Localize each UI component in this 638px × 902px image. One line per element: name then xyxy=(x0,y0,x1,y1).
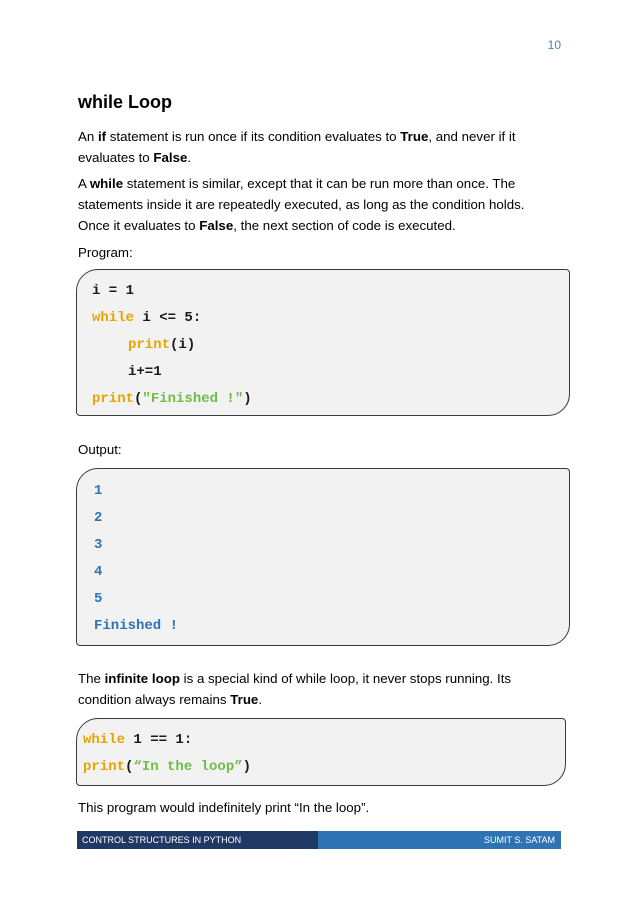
footer-chapter: CONTROL STRUCTURES IN PYTHON xyxy=(77,831,318,849)
section-title: while Loop xyxy=(78,92,172,112)
program-code-box xyxy=(76,269,570,416)
intro-paragraph-while: A while statement is similar, except that it can be run more than once. The statements inside it are repeatedly executed, as long as the condition holds. Once it evaluates to False, the next section of code is executed. xyxy=(78,176,525,233)
infinite-code-box xyxy=(76,718,566,786)
output-line: 4 xyxy=(94,564,103,580)
infinite-code-line-2: print(“In the loop”) xyxy=(83,759,252,775)
page-footer xyxy=(77,831,561,849)
output-line: 5 xyxy=(94,591,103,607)
output-line: Finished ! xyxy=(94,618,179,634)
output-line: 2 xyxy=(94,510,103,526)
page-number: 10 xyxy=(547,38,561,52)
output-box xyxy=(76,468,570,646)
code-line-2: while i <= 5: xyxy=(92,310,202,326)
output-label: Output: xyxy=(78,442,122,457)
program-label: Program: xyxy=(78,245,133,260)
intro-paragraph-if: An if statement is run once if its condition evaluates to True, and never if it evaluates to False. xyxy=(78,129,516,165)
infinite-code-line-1: while 1 == 1: xyxy=(83,732,193,748)
output-line: 3 xyxy=(94,537,103,553)
code-line-3: print(i) xyxy=(128,337,196,353)
output-line: 1 xyxy=(94,483,103,499)
footer-author: SUMIT S. SATAM xyxy=(318,831,561,849)
infinite-loop-paragraph: The infinite loop is a special kind of while loop, it never stops running. Its condition always remains True. xyxy=(78,671,512,707)
code-line-5: print("Finished !") xyxy=(92,391,252,407)
code-line-4: i+=1 xyxy=(128,364,162,380)
code-line-1: i = 1 xyxy=(92,283,135,299)
closing-paragraph: This program would indefinitely print “In the loop”. xyxy=(78,800,370,815)
